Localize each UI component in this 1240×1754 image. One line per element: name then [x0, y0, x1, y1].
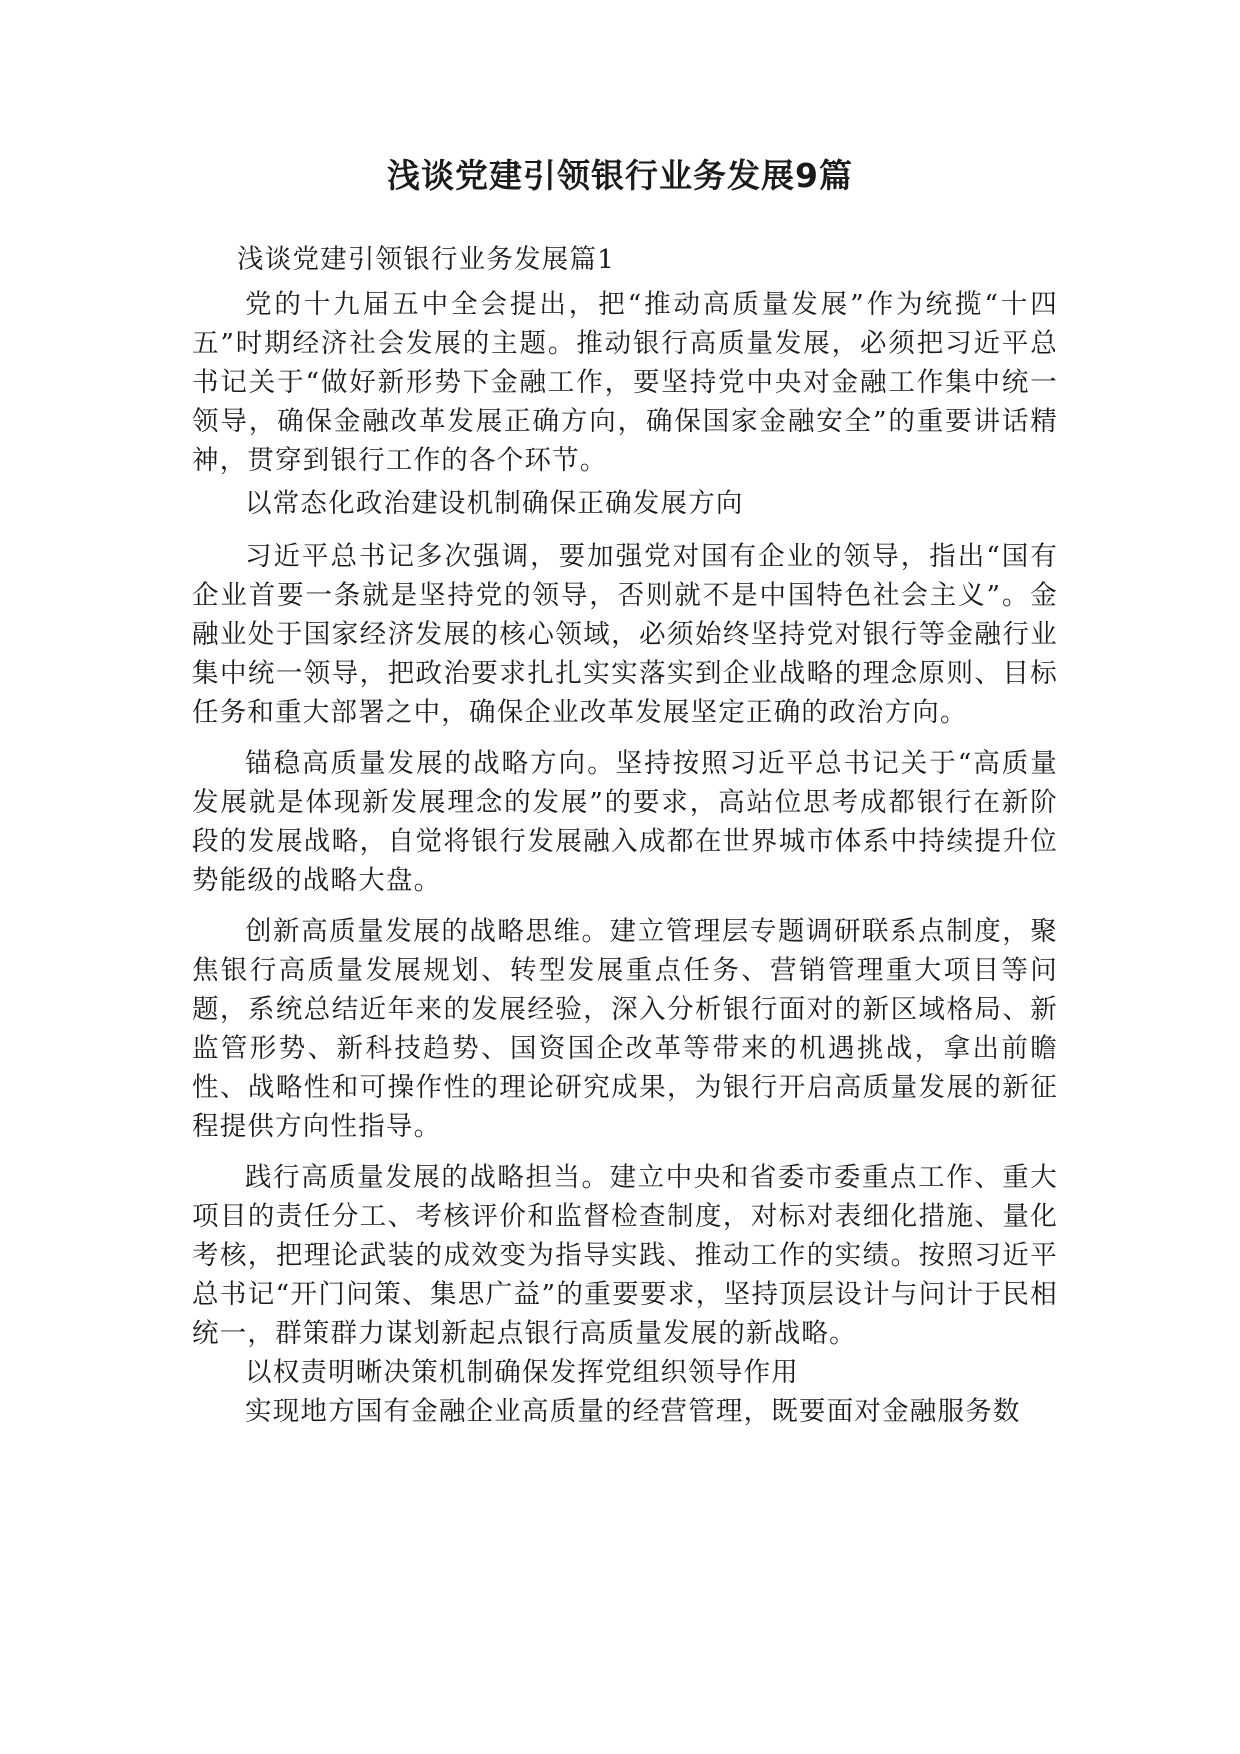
section-heading: 以权责明晰决策机制确保发挥党组织领导作用 [245, 1357, 799, 1388]
paragraph: 创新高质量发展的战略思维。建立管理层专题调研联系点制度，聚焦银行高质量发展规划、转型发展重点任务、营销管理重大项目等问题，系统总结近年来的发展经验，深入分析银行面对的新区域格局、新监管形势、新科技趋势、国资国企改革等带来的机遇挑战，拿出前瞻性、战略性和可操作性的理论研究成果，为银行开启高质量发展的新征程提供方向性指导。 [192, 916, 1058, 1142]
paragraph: 党的十九届五中全会提出，把“推动高质量发展”作为统揽“十四五”时期经济社会发展的主题。推动银行高质量发展，必须把习近平总书记关于“做好新形势下金融工作，要坚持党中央对金融工作集中统一领导，确保金融改革发展正确方向，确保国家金融安全”的重要讲话精神，贯穿到银行工作的各个环节。 [192, 289, 1058, 476]
paragraph: 锚稳高质量发展的战略方向。坚持按照习近平总书记关于“高质量发展就是体现新发展理念的发展”的要求，高站位思考成都银行在新阶段的发展战略，自觉将银行发展融入成都在世界城市体系中持续提升位势能级的战略大盘。 [192, 748, 1058, 896]
section-subtitle: 浅谈党建引领银行业务发展篇1 [237, 244, 616, 275]
paragraph: 实现地方国有金融企业高质量的经营管理，既要面对金融服务数 [245, 1396, 1021, 1427]
paragraph: 践行高质量发展的战略担当。建立中央和省委市委重点工作、重大项目的责任分工、考核评价和监督检查制度，对标对表细化措施、量化考核，把理论武装的成效变为指导实践、推动工作的实绩。按照习近平总书记“开门问策、集思广益”的重要要求，坚持顶层设计与问计于民相统一，群策群力谋划新起点银行高质量发展的新战略。 [192, 1162, 1058, 1349]
document-body [192, 240, 1058, 1431]
document-title: 浅谈党建引领银行业务发展9篇 [387, 156, 853, 195]
section-heading: 以常态化政治建设机制确保正确发展方向 [245, 488, 744, 519]
paragraph: 习近平总书记多次强调，要加强党对国有企业的领导，指出“国有企业首要一条就是坚持党的领导，否则就不是中国特色社会主义”。金融业处于国家经济发展的核心领域，必须始终坚持党对银行等金融行业集中统一领导，把政治要求扎扎实实落实到企业战略的理念原则、目标任务和重大部署之中，确保企业改革发展坚定正确的政治方向。 [192, 541, 1058, 728]
